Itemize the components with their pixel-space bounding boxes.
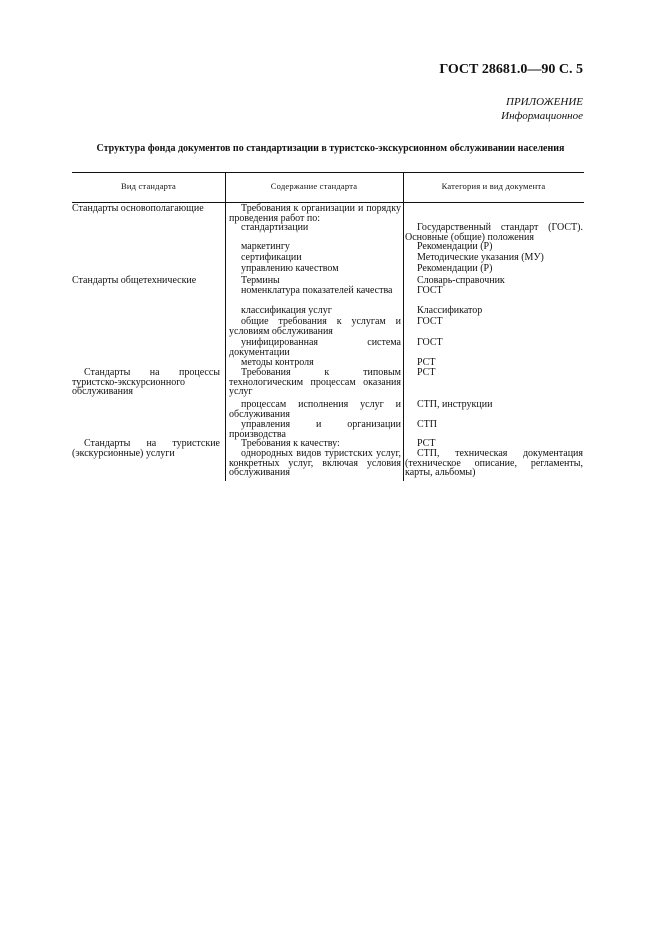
table-top-rule [72,172,584,173]
appendix-label [501,95,583,123]
standard-type-cell: Стандарты общетехнические [72,275,197,286]
standard-content-cell: Требования к организации и порядку проведения работ по: [229,203,401,224]
appendix-title: ПРИЛОЖЕНИЕ [506,96,583,108]
standard-type-cell: Стандарты на процессы туристско-экскурсионного обслуживания [72,367,220,398]
standard-content-cell: стандартизации [241,222,309,233]
document-category-cell: РСТ [417,367,436,378]
document-category-cell: Классификатор [417,305,483,316]
document-category-cell: СТП [417,419,437,430]
standard-content-cell: общие требования к услугам и условиям обслуживания [229,316,401,337]
document-category-cell: ГОСТ [417,316,443,327]
standard-content-cell: процессам исполнения услуг и обслуживания [229,399,401,420]
standard-content-cell: классификация услуг [241,305,332,316]
header-standard-type: Вид стандарта [120,181,176,191]
document-category-cell: Рекомендации (Р) [417,263,493,274]
document-title: Структура фонда документов по стандартизации в туристско-экскурсионном обслуживании населения [96,143,565,154]
document-category-cell: Рекомендации (Р) [417,241,493,252]
standard-content-cell: управлению качеством [241,263,339,274]
standard-content-cell: Термины [241,275,280,286]
standard-content-cell: Требования к типовым технологическим процессам оказания услуг [229,367,401,398]
document-category-cell: СТП, инструкции [417,399,493,410]
standard-content-cell: сертификации [241,252,302,263]
standard-content-cell: номенклатура показателей качества [241,285,393,296]
standard-content-cell: методы контроля [241,357,314,368]
document-category-cell: Государственный стандарт (ГОСТ). Основные (общие) положения [405,222,583,243]
document-category-cell: Словарь-справочник [417,275,505,286]
document-category-cell: Методические указания (МУ) [417,252,544,263]
header-standard-content: Содержание стандарта [270,181,358,191]
document-category-cell: СТП, техническая документация (техническое описание, регламенты, карты, альбомы) [405,448,583,479]
standard-content-cell: Требования к качеству: [241,438,340,449]
appendix-type: Информационное [501,110,583,122]
header-document-category: Категория и вид документа [441,181,546,191]
standard-type-cell: Стандарты основополагающие [72,203,204,214]
document-category-cell: ГОСТ [417,337,443,348]
standard-type-cell: Стандарты на туристские (экскурсионные) услуги [72,438,220,459]
document-category-cell: РСТ [417,357,436,368]
column-divider-1 [225,172,226,481]
standard-content-cell: управления и организации производства [229,419,401,440]
standard-content-cell: унифицированная система документации [229,337,401,358]
column-divider-2 [403,172,404,481]
standard-content-cell: маркетингу [241,241,290,252]
page-header-ref: ГОСТ 28681.0—90 С. 5 [439,62,583,77]
standard-content-cell: однородных видов туристских услуг, конкретных услуг, включая условия обслуживания [229,448,401,479]
document-category-cell: РСТ [417,438,436,449]
document-category-cell: ГОСТ [417,285,443,296]
